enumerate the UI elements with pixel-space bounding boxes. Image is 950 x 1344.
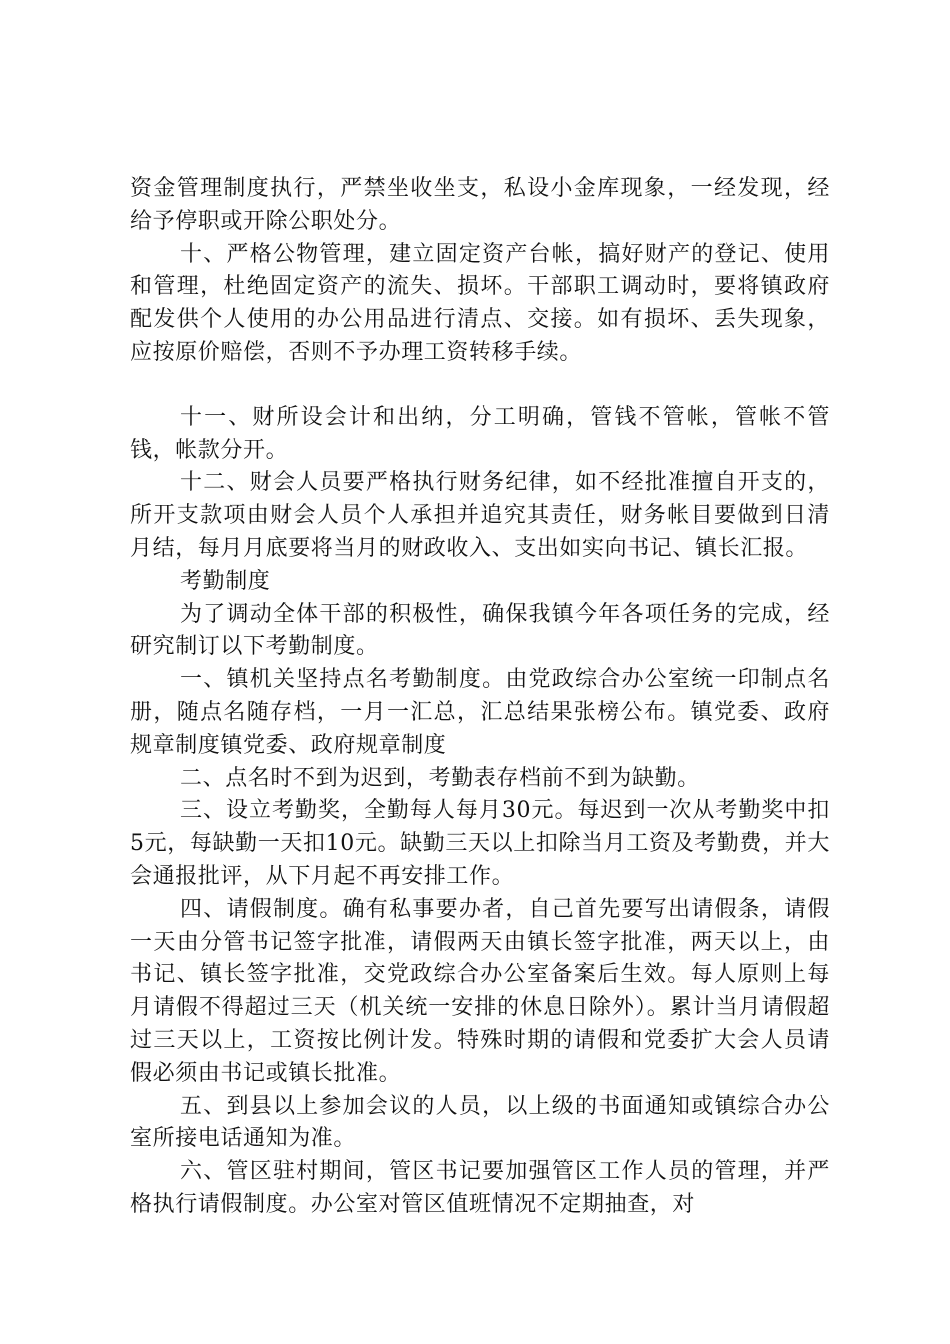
paragraph-item-11: 十一、财所设会计和出纳，分工明确，管钱不管帐，管帐不管钱，帐款分开。	[130, 404, 830, 463]
paragraph-attendance-5: 五、到县以上参加会议的人员，以上级的书面通知或镇综合办公室所接电话通知为准。	[130, 1093, 830, 1152]
paragraph-fund-management: 资金管理制度执行，严禁坐收坐支，私设小金库现象，一经发现，经给予停职或开除公职处分。	[130, 176, 830, 234]
paragraph-attendance-2: 二、点名时不到为迟到，考勤表存档前不到为缺勤。	[180, 765, 700, 791]
document-body	[130, 173, 830, 1222]
paragraph-attendance-intro: 为了调动全体干部的积极性，确保我镇今年各项任务的完成，经研究制订以下考勤制度。	[130, 601, 830, 660]
paragraph-attendance-1: 一、镇机关坚持点名考勤制度。由党政综合办公室统一印制点名册，随点名随存档，一月一汇总，汇总结果张榜公布。镇党委、政府规章制度镇党委、政府规章制度	[130, 667, 830, 758]
paragraph-attendance-3: 三、设立考勤奖，全勤每人每月30元。每迟到一次从考勤奖中扣5元，每缺勤一天扣10元。缺勤三天以上扣除当月工资及考勤费，并大会通报批评，从下月起不再安排工作。	[130, 798, 830, 889]
paragraph-item-10: 十、严格公物管理，建立固定资产台帐，搞好财产的登记、使用和管理，杜绝固定资产的流失、损坏。干部职工调动时，要将镇政府配发供个人使用的办公用品进行清点、交接。如有损坏、丢失现象，应按原价赔偿，否则不予办理工资转移手续。	[130, 241, 830, 365]
paragraph-attendance-4: 四、请假制度。确有私事要办者，自己首先要写出请假条，请假一天由分管书记签字批准，请假两天由镇长签字批准，两天以上，由书记、镇长签字批准，交党政综合办公室备案后生效。每人原则上每月请假不得超过三天（机关统一安排的休息日除外）。累计当月请假超过三天以上，工资按比例计发。特殊时期的请假和党委扩大会人员请假必须由书记或镇长批准。	[130, 896, 830, 1086]
section-heading-attendance: 考勤制度	[180, 568, 271, 594]
paragraph-item-12: 十二、财会人员要严格执行财务纪律，如不经批准擅自开支的，所开支款项由财会人员个人承担并追究其责任，财务帐目要做到日清月结，每月月底要将当月的财政收入、支出如实向书记、镇长汇报。	[130, 470, 830, 561]
paragraph-attendance-6: 六、管区驻村期间，管区书记要加强管区工作人员的管理，并严格执行请假制度。办公室对管区值班情况不定期抽查，对	[130, 1159, 830, 1217]
